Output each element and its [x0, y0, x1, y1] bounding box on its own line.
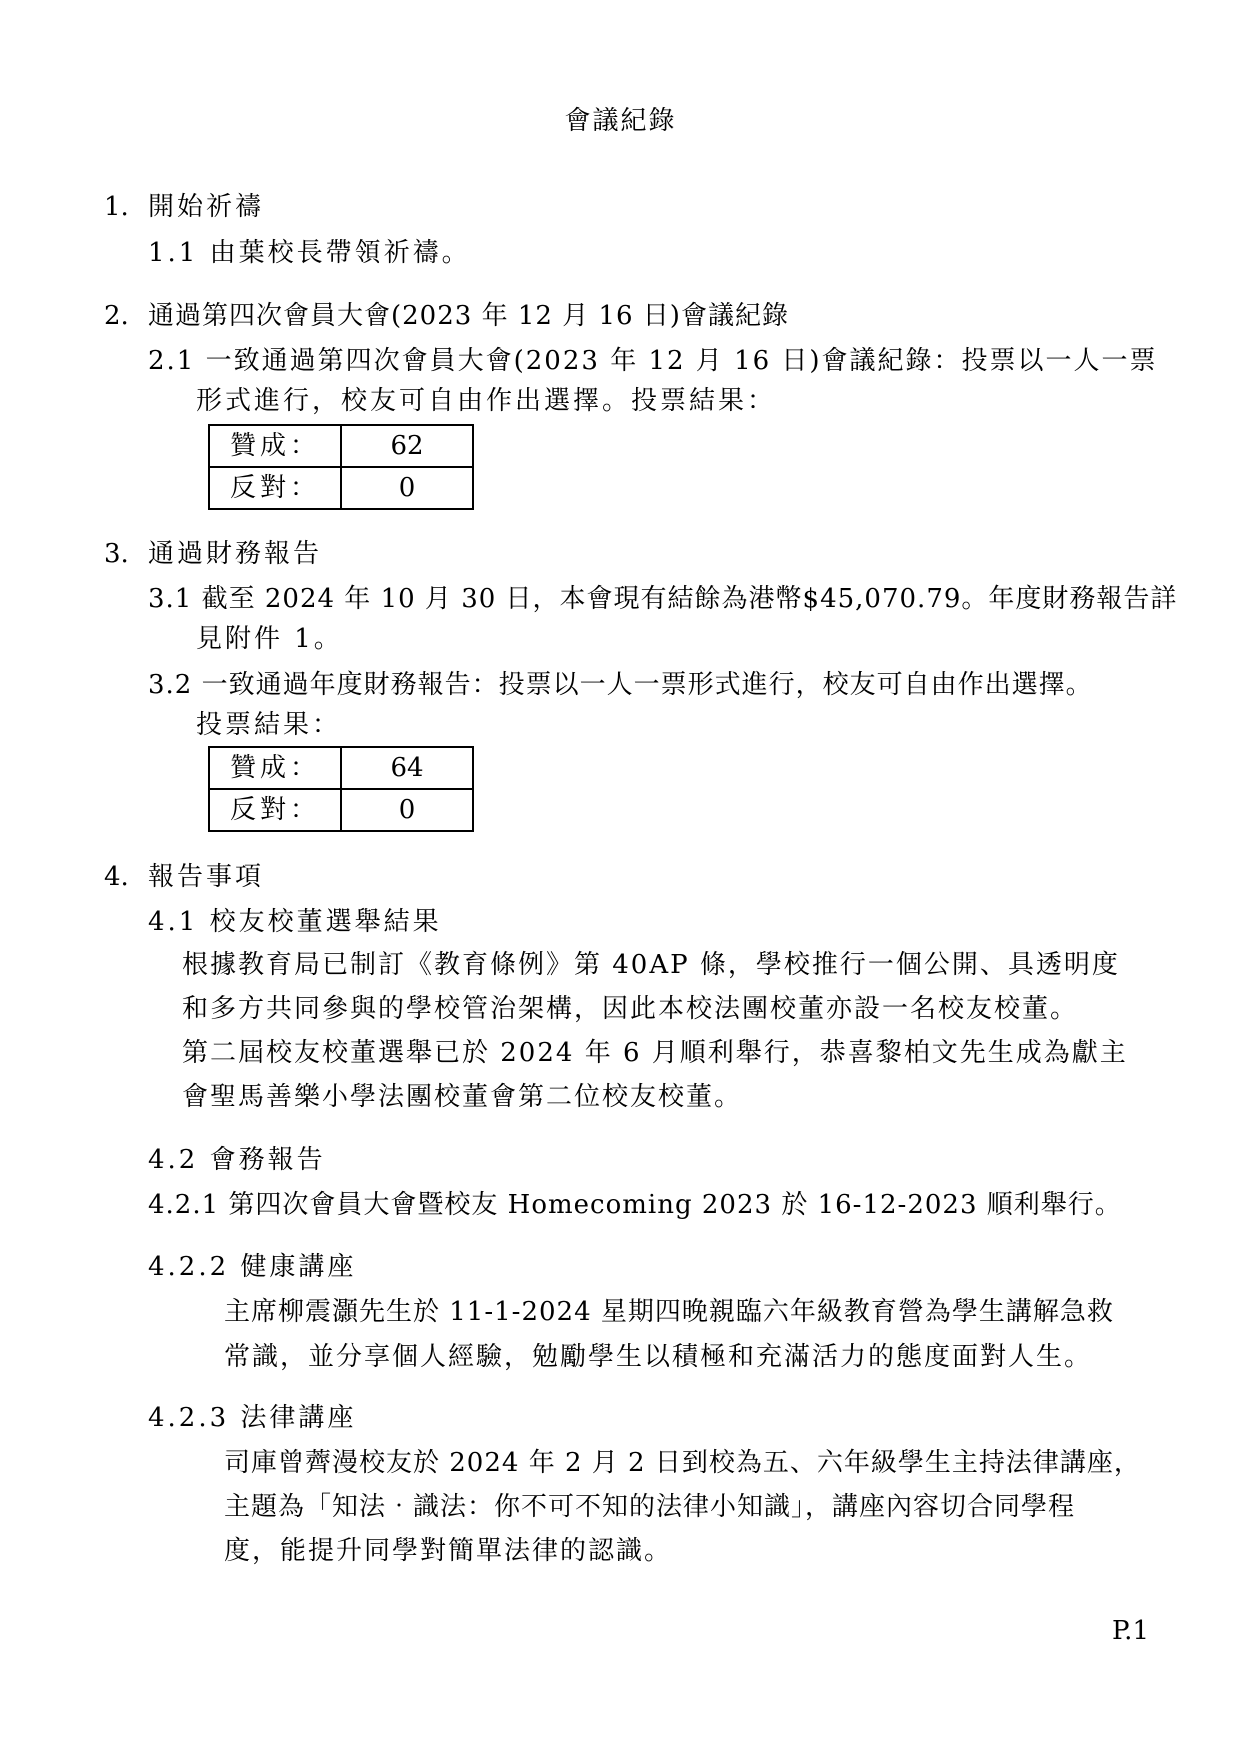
vote-for-label: 贊成： — [209, 747, 341, 789]
item-4-1-paragraph-line-4: 會聖馬善樂小學法團校董會第二位校友校董。 — [182, 1082, 743, 1112]
item-3-1-line-2: 見附件 1。 — [196, 624, 343, 654]
item-3-1-line-1: 3.1 截至 2024 年 10 月 30 日，本會現有結餘為港幣$45,070.79。年度財務報告詳 — [148, 584, 1178, 614]
item-4-2-3-paragraph-line-3: 度，能提升同學對簡單法律的認識。 — [224, 1536, 673, 1566]
vote-table-3-2 — [208, 746, 474, 832]
vote-for-label: 贊成： — [209, 425, 341, 467]
vote-against-label: 反對： — [209, 467, 341, 509]
item-4-1-paragraph-line-3: 第二屆校友校董選舉已於 2024 年 6 月順利舉行，恭喜黎柏文先生成為獻主 — [182, 1038, 1128, 1068]
item-4-1-heading: 4.1 校友校董選舉結果 — [148, 907, 442, 937]
vote-against-value: 0 — [341, 467, 473, 509]
item-4-1-paragraph-line-1: 根據教育局已制訂《教育條例》第 40AP 條，學校推行一個公開、具透明度 — [182, 950, 1120, 980]
section-3-number: 3. — [104, 539, 129, 569]
item-4-2-3-heading: 4.2.3 法律講座 — [148, 1403, 357, 1433]
item-4-2-3-paragraph-line-1: 司庫曾薺漫校友於 2024 年 2 月 2 日到校為五、六年級學生主持法律講座， — [224, 1448, 1141, 1478]
item-2-1-line-2: 形式進行，校友可自由作出選擇。投票結果： — [196, 386, 777, 416]
vote-against-label: 反對： — [209, 789, 341, 831]
section-2-number: 2. — [104, 301, 129, 331]
item-4-2-2-paragraph-line-1: 主席柳震灝先生於 11-1-2024 星期四晚親臨六年級教育營為學生講解急救 — [224, 1297, 1114, 1327]
item-3-2-line-2: 投票結果： — [196, 710, 342, 740]
table-row — [209, 789, 473, 831]
item-2-1-line-1: 2.1 一致通過第四次會員大會(2023 年 12 月 16 日)會議紀錄：投票以一人一票 — [148, 346, 1158, 376]
vote-for-value: 62 — [341, 425, 473, 467]
item-4-2-1: 4.2.1 第四次會員大會暨校友 Homecoming 2023 於 16-12-2023 順利舉行。 — [148, 1190, 1122, 1220]
table-row — [209, 747, 473, 789]
page-title: 會議紀錄 — [564, 106, 677, 136]
page-number: P.1 — [1111, 1616, 1149, 1646]
table-row — [209, 425, 473, 467]
vote-against-value: 0 — [341, 789, 473, 831]
section-4-heading: 報告事項 — [148, 862, 265, 892]
item-4-2-2-heading: 4.2.2 健康講座 — [148, 1252, 357, 1282]
vote-for-value: 64 — [341, 747, 473, 789]
item-4-2-heading: 4.2 會務報告 — [148, 1145, 326, 1175]
section-1-number: 1. — [104, 192, 129, 222]
section-1-heading: 開始祈禱 — [148, 192, 265, 222]
section-2-heading: 通過第四次會員大會(2023 年 12 月 16 日)會議紀錄 — [148, 301, 789, 331]
item-4-2-3-paragraph-line-2: 主題為「知法‧識法：你不可不知的法律小知識」，講座內容切合同學程 — [224, 1492, 1076, 1522]
item-4-2-2-paragraph-line-2: 常識，並分享個人經驗，勉勵學生以積極和充滿活力的態度面對人生。 — [224, 1342, 1093, 1372]
item-1-1: 1.1 由葉校長帶領祈禱。 — [148, 238, 471, 268]
section-4-number: 4. — [104, 862, 129, 892]
section-3-heading: 通過財務報告 — [148, 539, 323, 569]
item-4-1-paragraph-line-2: 和多方共同參與的學校管治架構，因此本校法團校董亦設一名校友校董。 — [182, 994, 1079, 1024]
item-3-2-line-1: 3.2 一致通過年度財務報告：投票以一人一票形式進行，校友可自由作出選擇。 — [148, 670, 1093, 700]
vote-table-2-1 — [208, 424, 474, 510]
table-row — [209, 467, 473, 509]
